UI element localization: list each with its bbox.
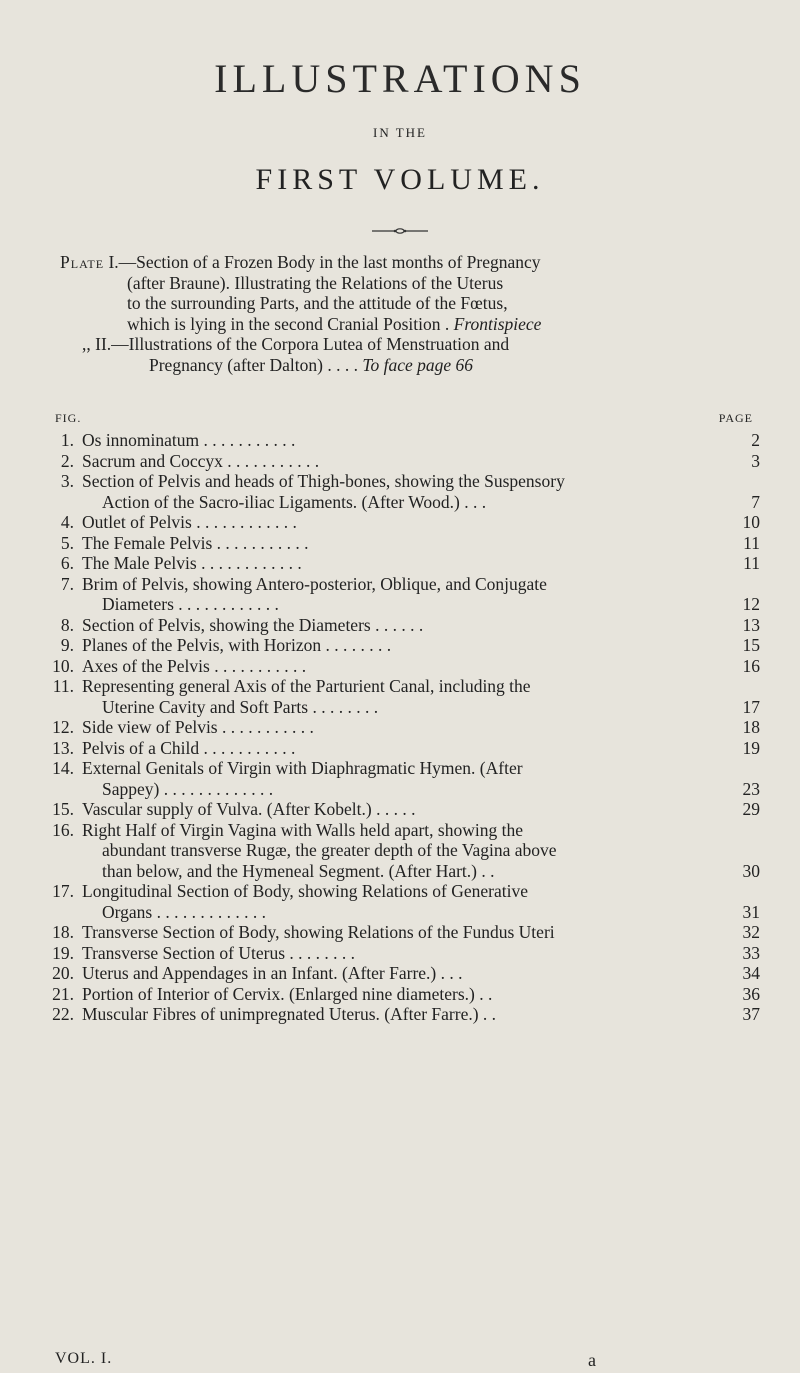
figure-page-number: 3 <box>751 450 760 471</box>
figure-page-number: 31 <box>742 901 760 922</box>
leader-dots: . <box>444 313 450 334</box>
figure-line <box>40 717 760 738</box>
figure-number: 12. <box>52 717 74 737</box>
figure-entry <box>40 963 760 984</box>
figure-line <box>40 799 760 820</box>
page-column-label: PAGE <box>718 411 753 425</box>
figure-line <box>40 840 760 861</box>
figure-title: Vascular supply of Vulva. (After Kobelt.) . . . . . <box>82 799 416 819</box>
figure-line <box>40 1004 760 1025</box>
plate-text: which is lying in the second Cranial Position <box>127 313 441 334</box>
figure-number: 11. <box>52 676 74 696</box>
figure-title: The Male Pelvis . . . . . . . . . . . . <box>82 553 302 573</box>
figure-page-number: 15 <box>742 635 760 655</box>
title-connector: IN THE <box>372 125 427 140</box>
figure-title: Transverse Section of Uterus . . . . . . . . <box>82 942 356 963</box>
figures-header <box>55 411 765 426</box>
page-title: ILLUSTRATIONS <box>214 56 586 101</box>
figure-title: Transverse Section of Body, showing Relations of the Fundus Uteri <box>82 922 555 942</box>
figures-list <box>40 430 760 1025</box>
figure-page-number: 36 <box>742 983 760 1004</box>
figure-page-number: 30 <box>742 860 760 881</box>
figure-title: Portion of Interior of Cervix. (Enlarged nine diameters.) . . <box>82 983 493 1004</box>
plate-page-ref: To face page 66 <box>362 354 473 375</box>
figure-title: Brim of Pelvis, showing Antero-posterior, Oblique, and Conjugate <box>82 573 547 594</box>
figure-title: Longitudinal Section of Body, showing Relations of Generative <box>82 881 529 901</box>
figure-entry <box>40 471 760 512</box>
figure-line <box>40 533 760 554</box>
figure-title: Muscular Fibres of unimpregnated Uterus. (After Farre.) . . <box>82 1004 497 1024</box>
plate-label: Plate <box>60 252 105 272</box>
figure-entry <box>40 430 760 451</box>
figure-entry <box>40 615 760 636</box>
figure-title: Os innominatum . . . . . . . . . . . <box>82 430 296 450</box>
figure-title: Axes of the Pelvis . . . . . . . . . . . <box>82 655 307 676</box>
divider-ornament <box>372 228 428 234</box>
figure-title: Action of the Sacro-iliac Ligaments. (After Wood.) . . . <box>102 491 487 512</box>
figure-entry <box>40 881 760 922</box>
figure-title: abundant transverse Rugæ, the greater depth of the Vagina above <box>102 840 557 860</box>
figure-entry <box>40 799 760 820</box>
volume-label: VOL. I. <box>55 1350 113 1367</box>
signature-mark: a <box>588 1350 596 1370</box>
figure-number: 9. <box>60 635 74 655</box>
figure-title: Organs . . . . . . . . . . . . . <box>102 901 266 922</box>
figure-entry <box>40 922 760 943</box>
plate-text: (after Braune). Illustrating the Relations of the Uterus <box>127 272 504 293</box>
figure-line <box>40 471 760 492</box>
figure-number: 17. <box>52 881 74 901</box>
figure-number: 6. <box>60 553 74 573</box>
figure-title: Uterine Cavity and Soft Parts . . . . . . . . <box>102 696 379 717</box>
figure-number: 5. <box>60 532 74 553</box>
figure-page-number: 18 <box>742 717 760 737</box>
plate-page-ref: Frontispiece <box>453 313 542 334</box>
figure-number: 4. <box>60 512 74 532</box>
figure-line <box>40 861 760 882</box>
figure-line <box>40 758 760 779</box>
plate-line <box>60 293 760 314</box>
figure-title: External Genitals of Virgin with Diaphragmatic Hymen. (After <box>82 758 523 778</box>
plate-text: —Section of a Frozen Body in the last months of Pregnancy <box>118 252 541 272</box>
figure-number: 22. <box>52 1004 74 1024</box>
figure-line <box>40 943 760 964</box>
plate-text: to the surrounding Parts, and the attitude of the Fœtus, <box>127 293 508 313</box>
plate-text: Pregnancy (after Dalton) <box>149 354 323 375</box>
figure-entry <box>40 574 760 615</box>
figure-page-number: 19 <box>742 737 760 758</box>
figure-entry <box>40 451 760 472</box>
figure-line <box>40 451 760 472</box>
plate-line <box>82 355 760 376</box>
figure-entry <box>40 943 760 964</box>
figure-line <box>40 615 760 636</box>
plate-line <box>60 314 760 335</box>
figure-number: 2. <box>60 450 74 471</box>
figure-title: The Female Pelvis . . . . . . . . . . . <box>82 532 309 553</box>
figure-entry <box>40 656 760 677</box>
figure-page-number: 33 <box>742 942 760 963</box>
figure-page-number: 17 <box>742 696 760 717</box>
figure-title: Section of Pelvis and heads of Thigh-bones, showing the Suspensory <box>82 471 565 491</box>
figure-page-number: 13 <box>742 614 760 635</box>
figure-number: 18. <box>52 922 74 942</box>
figure-page-number: 7 <box>751 491 760 512</box>
figure-line <box>40 676 760 697</box>
figure-line <box>40 492 760 513</box>
figure-line <box>40 574 760 595</box>
figure-line <box>40 902 760 923</box>
figure-entry <box>40 512 760 533</box>
figure-line <box>40 553 760 574</box>
page-subtitle: FIRST VOLUME. <box>255 163 545 196</box>
figure-line <box>40 984 760 1005</box>
figure-entry <box>40 717 760 738</box>
figure-page-number: 32 <box>742 922 760 942</box>
plate-text: —Illustrations of the Corpora Lutea of Menstruation and <box>111 334 510 354</box>
figure-entry <box>40 1004 760 1025</box>
figure-entry <box>40 635 760 656</box>
figure-page-number: 37 <box>742 1004 760 1024</box>
figure-entry <box>40 758 760 799</box>
figure-title: Pelvis of a Child . . . . . . . . . . . <box>82 737 296 758</box>
figure-number: 13. <box>52 737 74 758</box>
figure-number: 16. <box>52 819 74 840</box>
figure-number: 10. <box>52 655 74 676</box>
figure-title: Uterus and Appendages in an Infant. (After Farre.) . . . <box>82 963 463 983</box>
figure-entry <box>40 820 760 882</box>
figure-number: 14. <box>52 758 74 778</box>
figure-number: 8. <box>60 614 74 635</box>
figure-number: 3. <box>60 471 74 491</box>
figure-number: 15. <box>52 799 74 819</box>
figure-line <box>40 430 760 451</box>
figure-line <box>40 738 760 759</box>
figure-page-number: 12 <box>742 594 760 614</box>
figure-line <box>40 881 760 902</box>
figure-page-number: 11 <box>743 553 760 573</box>
figure-line <box>40 512 760 533</box>
plates-list <box>60 252 760 375</box>
figure-number: 19. <box>52 942 74 963</box>
figure-number: 1. <box>60 430 74 450</box>
plate-line <box>60 252 760 273</box>
figure-line <box>40 779 760 800</box>
figure-line <box>40 656 760 677</box>
figure-title: Right Half of Virgin Vagina with Walls held apart, showing the <box>82 819 523 840</box>
figure-entry <box>40 738 760 759</box>
figure-page-number: 16 <box>742 655 760 676</box>
figure-page-number: 11 <box>743 532 760 553</box>
plate-number: I. <box>108 252 119 272</box>
figure-entry <box>40 553 760 574</box>
plate-entry <box>60 334 760 375</box>
figure-title: Side view of Pelvis . . . . . . . . . . . <box>82 717 314 737</box>
figure-title: Sacrum and Coccyx . . . . . . . . . . . <box>82 450 320 471</box>
plate-label: ,, <box>82 334 91 354</box>
figure-page-number: 2 <box>751 430 760 450</box>
figure-title: Outlet of Pelvis . . . . . . . . . . . . <box>82 512 297 532</box>
figure-page-number: 34 <box>742 963 760 983</box>
plate-line <box>82 334 760 355</box>
figure-number: 20. <box>52 963 74 983</box>
figure-line <box>40 963 760 984</box>
leader-dots: . . . . <box>327 354 358 375</box>
figure-title: than below, and the Hymeneal Segment. (After Hart.) . . <box>102 860 495 881</box>
figure-title: Planes of the Pelvis, with Horizon . . . . . . . . <box>82 635 392 655</box>
figure-page-number: 10 <box>742 512 760 532</box>
figure-title: Section of Pelvis, showing the Diameters . . . . . . <box>82 614 424 635</box>
figure-entry <box>40 984 760 1005</box>
figure-line <box>40 697 760 718</box>
figure-line <box>40 820 760 841</box>
figure-line <box>40 922 760 943</box>
plate-number: II. <box>95 334 112 354</box>
figure-title: Sappey) . . . . . . . . . . . . . <box>102 778 274 799</box>
figure-page-number: 29 <box>742 799 760 819</box>
figure-line <box>40 635 760 656</box>
fig-column-label: FIG. <box>55 411 82 425</box>
figure-number: 21. <box>52 983 74 1004</box>
figure-entry <box>40 533 760 554</box>
plate-line <box>60 273 760 294</box>
plate-entry <box>60 252 760 334</box>
figure-title: Representing general Axis of the Parturient Canal, including the <box>82 676 531 696</box>
figure-number: 7. <box>60 573 74 594</box>
figure-page-number: 23 <box>742 778 760 799</box>
figure-entry <box>40 676 760 717</box>
figure-title: Diameters . . . . . . . . . . . . <box>102 594 279 614</box>
figure-line <box>40 594 760 615</box>
